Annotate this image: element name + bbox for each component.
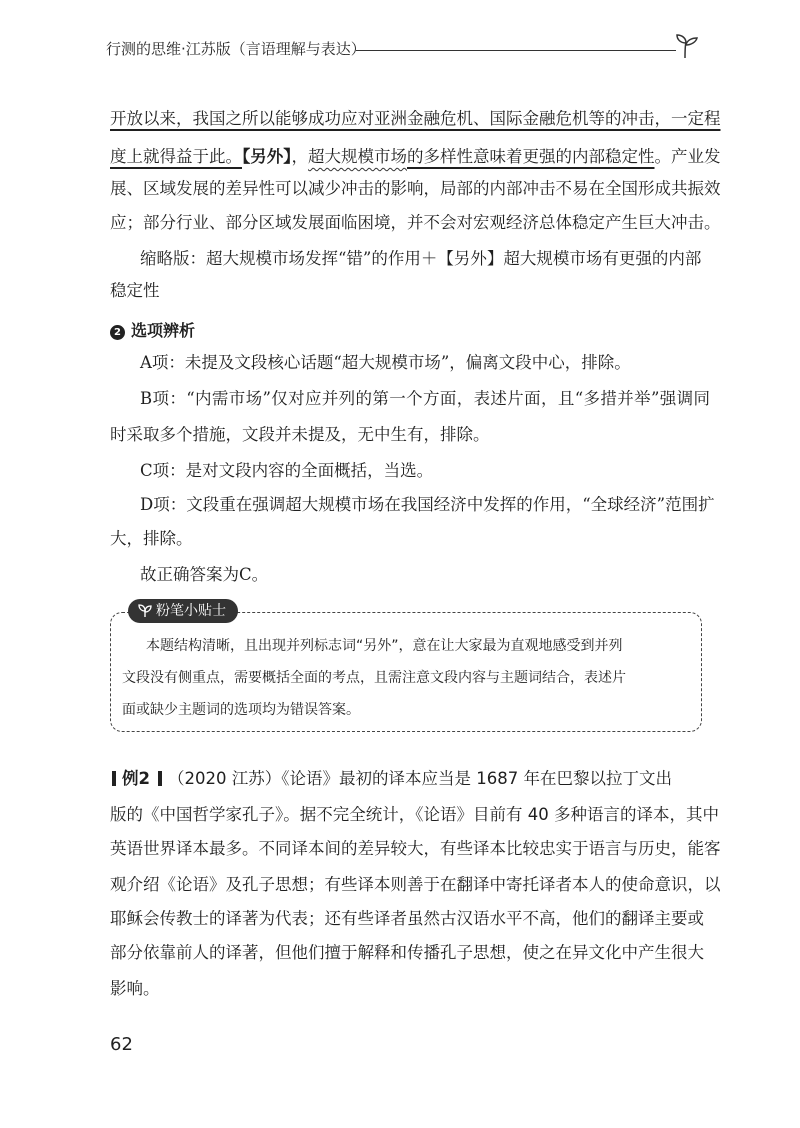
passage-line-2 bbox=[110, 146, 721, 168]
option-a-analysis: A项：未提及文段核心话题“超大规模市场”，偏离文段中心，排除。 bbox=[140, 353, 631, 372]
passage-line-4: 应；部分行业、部分区域发展面临困境，并不会对宏观经济总体稳定产生巨大冲击。 bbox=[110, 213, 721, 232]
option-b-analysis-cont: 时采取多个措施，文段并未提及，无中生有，排除。 bbox=[110, 425, 490, 444]
header-rule bbox=[356, 50, 676, 51]
page-number: 62 bbox=[110, 1034, 133, 1055]
wavy-keyword: 超大规模市场 bbox=[308, 147, 407, 166]
option-d-analysis-cont: 大，排除。 bbox=[110, 529, 193, 548]
underlined-phrase-2: 的多样性意味着更强的内部稳定性 bbox=[407, 147, 655, 166]
label-bar-right bbox=[158, 771, 162, 786]
tip-line-2: 文段没有侧重点，需要概括全面的考点，且需注意文段内容与主题词结合，表述片 bbox=[122, 670, 626, 686]
option-d-analysis: D项：文段重在强调超大规模市场在我国经济中发挥的作用，“全球经济”范围扩 bbox=[140, 495, 715, 514]
example-line-5: 耶稣会传教士的译著为代表；还有些译者虽然古汉语水平不高，他们的翻译主要或 bbox=[110, 909, 704, 928]
sprout-icon bbox=[672, 34, 702, 60]
example-line-4: 观介绍《论语》及孔子思想；有些译本则善于在翻译中寄托译者本人的使命意识，以 bbox=[110, 875, 721, 894]
option-c-analysis: C项：是对文段内容的全面概括，当选。 bbox=[140, 461, 434, 480]
analysis-heading bbox=[110, 318, 195, 341]
tip-line-3: 面或缺少主题词的选项均为错误答案。 bbox=[122, 702, 360, 718]
sprout-icon bbox=[138, 604, 152, 618]
summary-line-1: 缩略版：超大规模市场发挥“错”的作用＋【另外】超大规模市场有更强的内部 bbox=[140, 249, 702, 268]
underlined-phrase: 度上就得益于此。 bbox=[110, 147, 242, 166]
tip-label-text: 粉笔小贴士 bbox=[156, 603, 226, 619]
tip-label bbox=[128, 599, 238, 623]
section-number-badge: 2 bbox=[110, 325, 125, 340]
example-line-3: 英语世界译本最多。不同译本间的差异较大，有些译本比较忠实于语言与历史，能客 bbox=[110, 839, 721, 858]
passage-tail: 。产业发 bbox=[654, 147, 721, 166]
example-line-7: 影响。 bbox=[110, 979, 160, 998]
example-line-2: 版的《中国哲学家孔子》。据不完全统计，《论语》目前有 40 多种语言的译本，其中 bbox=[110, 805, 719, 824]
running-header bbox=[106, 34, 706, 62]
marker-another: 【另外】 bbox=[242, 147, 292, 166]
example-line-1-text: （2020 江苏）《论语》最初的译本应当是 1687 年在巴黎以拉丁文出 bbox=[167, 769, 672, 788]
option-b-analysis: B项：“内需市场”仅对应并列的第一个方面，表述片面，且“多措并举”强调同 bbox=[140, 389, 710, 408]
example-line-1 bbox=[110, 768, 702, 790]
passage-line-3: 展、区域发展的差异性可以减少冲击的影响，局部的内部冲击不易在全国形成共振效 bbox=[110, 179, 721, 198]
example-line-6: 部分依靠前人的译著，但他们擅于解释和传播孔子思想，使之在异文化中产生很大 bbox=[110, 943, 704, 962]
passage-line-1: 开放以来，我国之所以能够成功应对亚洲金融危机、国际金融危机等的冲击，一定程 bbox=[110, 109, 721, 128]
label-bar-left bbox=[112, 771, 116, 786]
summary-line-2: 稳定性 bbox=[110, 281, 160, 300]
header-title: 行测的思维·江苏版（言语理解与表达） bbox=[106, 38, 372, 59]
tip-line-1: 本题结构清晰，且出现并列标志词“另外”，意在让大家最为直观地感受到并列 bbox=[146, 638, 623, 654]
answer-line: 故正确答案为C。 bbox=[140, 565, 269, 584]
example-label: 例2 bbox=[122, 769, 150, 788]
analysis-heading-text: 选项辨析 bbox=[131, 321, 196, 340]
comma: ， bbox=[291, 147, 308, 166]
